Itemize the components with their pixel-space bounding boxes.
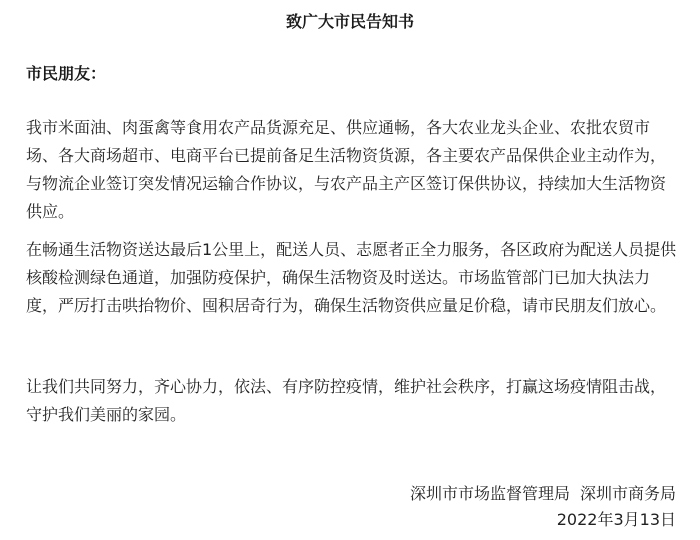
signatory-market-regulation: 深圳市市场监督管理局 [409,484,570,503]
notice-title: 致广大市民告知书 [285,12,414,31]
paragraph-supply: 我市米面油、肉蛋禽等食用农产品货源充足、供应通畅，各大农业龙头企业、农批农贸市场、各大商场超市、电商平台已提前备足生活物资货源，各主要农产品保供企业主动作为，与物流企业签订突发情况运输合作协议，与农产品主产区签订保供协议，持续加大生活物资供应。 [26,118,667,221]
salutation: 市民朋友： [26,64,107,83]
issue-date: 2022年3月13日 [556,510,676,529]
paragraph-delivery: 在畅通生活物资送达最后1公里上，配送人员、志愿者正全力服务，各区政府为配送人员提供核酸检测绿色通道，加强防疫保护，确保生活物资及时送达。市场监管部门已加大执法力度，严厉打击哄抬物价、囤积居奇行为，确保生活物资供应量足价稳，请市民朋友们放心。 [26,240,677,315]
signature-block [410,482,676,506]
paragraph-appeal: 让我们共同努力，齐心协力，依法、有序防控疫情，维护社会秩序，打赢这场疫情阻击战，守护我们美丽的家园。 [26,377,667,424]
signatory-commerce-bureau: 深圳市商务局 [579,484,676,503]
